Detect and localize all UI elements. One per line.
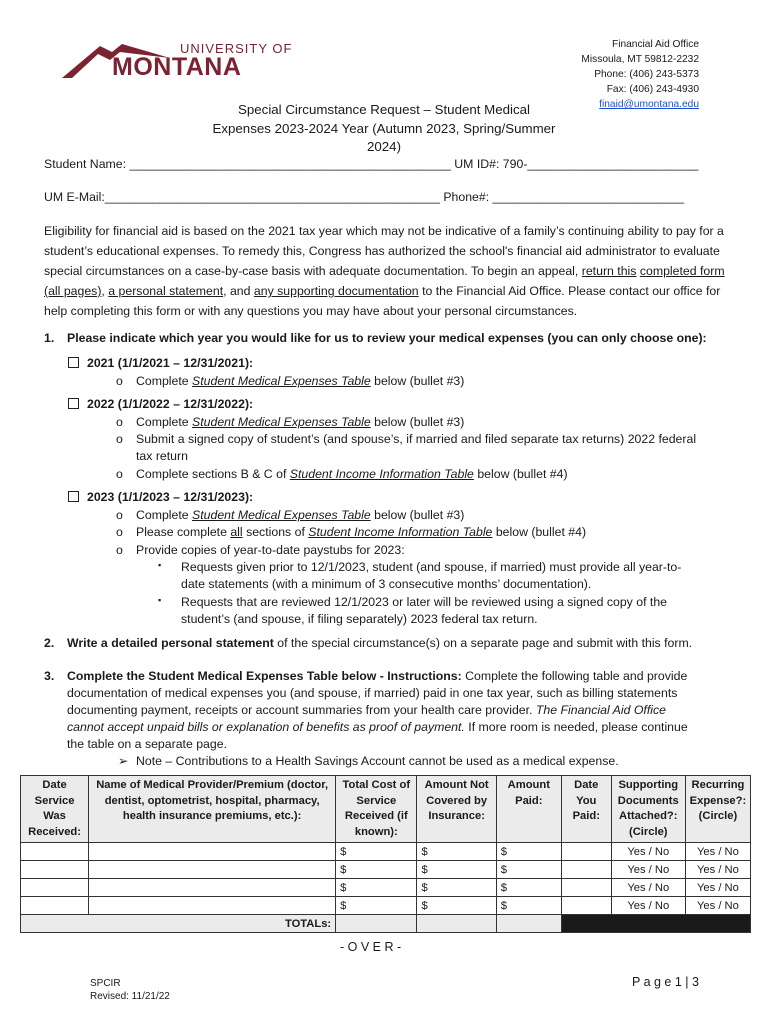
page-number: P a g e 1 | 3: [632, 975, 699, 989]
date-cell[interactable]: [21, 879, 89, 897]
totals-blocked-area: [561, 915, 750, 933]
office-email-link[interactable]: finaid@umontana.edu: [599, 99, 699, 110]
option-2022-label: 2022 (1/1/2022 – 12/31/2022):: [87, 397, 254, 411]
bullet-o: o: [116, 543, 123, 557]
q3-number: 3.: [44, 669, 55, 683]
intro-and: , and: [223, 284, 254, 298]
header-amount-not-covered: Amount Not Covered by Insurance:: [417, 776, 496, 843]
bullet-o: o: [116, 432, 123, 446]
totals-amount-paid[interactable]: [496, 915, 561, 933]
item-text: below (bullet #3): [370, 374, 465, 388]
option-2023-item-a: [136, 508, 464, 522]
date-cell[interactable]: [21, 861, 89, 879]
not-covered-cell[interactable]: $: [417, 897, 496, 915]
item-text: sections of: [242, 525, 309, 539]
q3-line4-rest: If more room is needed, please continue: [464, 720, 688, 734]
total-cost-cell[interactable]: $: [336, 861, 417, 879]
amount-paid-cell[interactable]: $: [496, 843, 561, 861]
table-row: [21, 897, 751, 915]
q3-line3-text: documenting payment, receipts or account summaries from your health care provider.: [67, 703, 536, 717]
recurring-yes-no[interactable]: Yes / No: [685, 861, 750, 879]
q3-line1-rest: Complete the following table and provide: [461, 669, 688, 683]
item-text: Complete: [136, 374, 193, 388]
option-2022-item-b-line2: tax return: [136, 449, 188, 463]
checkbox-2022[interactable]: [68, 398, 79, 409]
total-cost-cell[interactable]: $: [336, 879, 417, 897]
sub-item-1-line2: date statements (with a minimum of 3 consecutive months’ documentation).: [181, 577, 592, 591]
option-2023[interactable]: [68, 490, 253, 504]
q2-number: 2.: [44, 636, 55, 650]
date-paid-cell[interactable]: [561, 879, 611, 897]
page-title: [200, 101, 568, 157]
bullet-o: o: [116, 508, 123, 522]
totals-row: [21, 915, 751, 933]
title-line-3: 2024): [366, 139, 401, 154]
provider-cell[interactable]: [89, 897, 336, 915]
q3-bold: Complete the Student Medical Expenses Table below - Instructions:: [67, 669, 462, 683]
email-phone-field[interactable]: UM E-Mail:_________________________________________________ Phone#: ____________________________: [44, 190, 685, 204]
intro-comma: ,: [101, 284, 109, 298]
office-city: Missoula, MT 59812-2232: [581, 54, 699, 65]
q3-line1: [67, 669, 687, 683]
bullet-o: o: [116, 525, 123, 539]
not-covered-cell[interactable]: $: [417, 843, 496, 861]
not-covered-cell[interactable]: $: [417, 879, 496, 897]
revised-date: Revised: 11/21/22: [90, 991, 170, 1002]
option-2023-label: 2023 (1/1/2023 – 12/31/2023):: [87, 490, 254, 504]
student-name-field[interactable]: Student Name: _______________________________________________ UM ID#: 790-_________________________: [44, 157, 699, 171]
q3-line3-italic: The Financial Aid Office: [535, 703, 666, 717]
intro-text-2: to the Financial Aid Office. Please contact our office for help completing this form or with any questions you may have about your personal circumstances.: [44, 284, 721, 318]
docs-yes-no[interactable]: Yes / No: [611, 879, 685, 897]
option-2022[interactable]: [68, 397, 253, 411]
item-text: Complete: [136, 415, 193, 429]
header-amount-paid: Amount Paid:: [496, 776, 561, 843]
option-2022-item-a: [136, 415, 464, 429]
item-text: below (bullet #3): [370, 508, 465, 522]
income-table-ref: Student Income Information Table: [289, 467, 474, 481]
q2-bold: Write a detailed personal statement: [67, 636, 274, 650]
header-provider-name: Name of Medical Provider/Premium (doctor, dentist, optometrist, hospital, pharmacy, health insurance premiums, etc.):: [89, 776, 336, 843]
checkbox-2023[interactable]: [68, 491, 79, 502]
sub-item-2-line2: student’s (and spouse, if filing separately) 2023 federal tax return.: [181, 612, 538, 626]
bullet-o: o: [116, 374, 123, 388]
q3-line5: the table on a separate page.: [67, 737, 227, 751]
intro-text-1: Eligibility for financial aid is based on the 2021 tax year which may not be indicative of a family’s continuing ability to pay for a student’s educational expenses. To remedy this, Congress has authorized the school's financial aid administrator to evaluate special circumstances on a case-by-case basis with adequate documentation. To begin an appeal,: [44, 224, 724, 278]
q3-line2: documentation of medical expenses you (and spouse, if married) paid in one tax year, such as billing statements: [67, 686, 678, 700]
title-line-1: Special Circumstance Request – Student Medical: [238, 102, 530, 117]
item-text: Complete: [136, 508, 193, 522]
office-name: Financial Aid Office: [611, 39, 699, 50]
bullet-o: o: [116, 415, 123, 429]
item-text: Complete sections B & C of: [136, 467, 290, 481]
item-all: all: [230, 525, 243, 539]
amount-paid-cell[interactable]: $: [496, 861, 561, 879]
option-2022-item-b-line1: Submit a signed copy of student’s (and spouse’s, if married and filed separate tax returns) 2022 federal: [136, 432, 697, 446]
title-line-2: Expenses 2023-2024 Year (Autumn 2023, Spring/Summer: [212, 120, 556, 136]
recurring-yes-no[interactable]: Yes / No: [685, 843, 750, 861]
medical-table-ref: Student Medical Expenses Table: [192, 508, 371, 522]
logo-university-of: UNIVERSITY OF: [180, 41, 293, 56]
checkbox-2021[interactable]: [68, 357, 79, 368]
option-2021-item-a: [136, 374, 464, 388]
form-code: SPCIR: [90, 978, 121, 989]
sub-item-1-line1: Requests given prior to 12/1/2023, student (and spouse, if married) must provide all year-to-: [181, 560, 682, 574]
docs-yes-no[interactable]: Yes / No: [611, 843, 685, 861]
q3-line3: [67, 703, 666, 717]
header-date-paid: Date You Paid:: [561, 776, 611, 843]
item-text: below (bullet #4): [492, 525, 587, 539]
office-fax: Fax: (406) 243-4930: [606, 84, 699, 95]
medical-table-ref: Student Medical Expenses Table: [192, 374, 371, 388]
sub-item-2-line1: Requests that are reviewed 12/1/2023 or later will be reviewed using a signed copy of the: [181, 595, 668, 609]
totals-not-covered[interactable]: [417, 915, 496, 933]
recurring-yes-no[interactable]: Yes / No: [685, 879, 750, 897]
option-2021-label: 2021 (1/1/2021 – 12/31/2021):: [87, 356, 254, 370]
office-address: [581, 37, 699, 112]
logo-montana: MONTANA: [112, 53, 242, 81]
date-cell[interactable]: [21, 897, 89, 915]
item-text: below (bullet #4): [473, 467, 568, 481]
header-recurring: Recurring Expense?: (Circle): [685, 776, 750, 843]
total-cost-cell[interactable]: $: [336, 843, 417, 861]
amount-paid-cell[interactable]: $: [496, 879, 561, 897]
bullet-square: ▪: [158, 560, 162, 570]
option-2023-item-b: [136, 525, 586, 539]
q3-line4: [67, 720, 688, 734]
item-text: below (bullet #3): [370, 415, 465, 429]
totals-label: TOTALs:: [21, 915, 336, 933]
docs-yes-no[interactable]: Yes / No: [611, 897, 685, 915]
totals-total-cost[interactable]: [336, 915, 417, 933]
option-2023-item-c: Provide copies of year-to-date paystubs for 2023:: [136, 543, 405, 557]
option-2021[interactable]: [68, 356, 253, 370]
date-paid-cell[interactable]: [561, 897, 611, 915]
note-arrow-icon: ➢: [118, 754, 129, 768]
table-row: [21, 843, 751, 861]
date-paid-cell[interactable]: [561, 843, 611, 861]
header-date-received: Date Service Was Received:: [21, 776, 89, 843]
office-phone: Phone: (406) 243-5373: [594, 69, 699, 80]
income-table-ref: Student Income Information Table: [308, 525, 493, 539]
medical-expenses-table: [20, 775, 751, 933]
provider-cell[interactable]: [89, 861, 336, 879]
amount-paid-cell[interactable]: $: [496, 897, 561, 915]
over-marker: - O V E R -: [340, 940, 402, 954]
intro-underline-documentation: any supporting documentation: [253, 284, 419, 298]
intro-underline-completed-form: completed form (all pages): [44, 264, 725, 298]
date-paid-cell[interactable]: [561, 861, 611, 879]
q1-number: 1.: [44, 331, 55, 345]
bullet-square: ▪: [158, 595, 162, 605]
intro-paragraph: [44, 221, 726, 321]
header-supporting-docs: Supporting Documents Attached?: (Circle): [611, 776, 685, 843]
total-cost-cell[interactable]: $: [336, 897, 417, 915]
intro-underline-return: return this: [581, 264, 637, 278]
date-cell[interactable]: [21, 843, 89, 861]
q3-line4-italic: cannot accept unpaid bills or explanation of benefits as proof of payment.: [67, 720, 465, 734]
intro-underline-statement: a personal statement: [108, 284, 224, 298]
table-row: [21, 879, 751, 897]
q2-rest: of the special circumstance(s) on a separate page and submit with this form.: [273, 636, 693, 650]
provider-cell[interactable]: [89, 879, 336, 897]
table-row: [21, 861, 751, 879]
provider-cell[interactable]: [89, 843, 336, 861]
docs-yes-no[interactable]: Yes / No: [611, 861, 685, 879]
recurring-yes-no[interactable]: Yes / No: [685, 897, 750, 915]
bullet-o: o: [116, 467, 123, 481]
option-2022-item-c: [136, 467, 568, 481]
header-total-cost: Total Cost of Service Received (if known):: [336, 776, 417, 843]
medical-table-ref: Student Medical Expenses Table: [192, 415, 371, 429]
hsa-note: Note – Contributions to a Health Savings Account cannot be used as a medical expense.: [136, 754, 619, 768]
item-text: Please complete: [136, 525, 231, 539]
q1-heading: Please indicate which year you would like for us to review your medical expenses (you can only choose one):: [67, 331, 707, 345]
not-covered-cell[interactable]: $: [417, 861, 496, 879]
q2-text: [67, 636, 692, 650]
